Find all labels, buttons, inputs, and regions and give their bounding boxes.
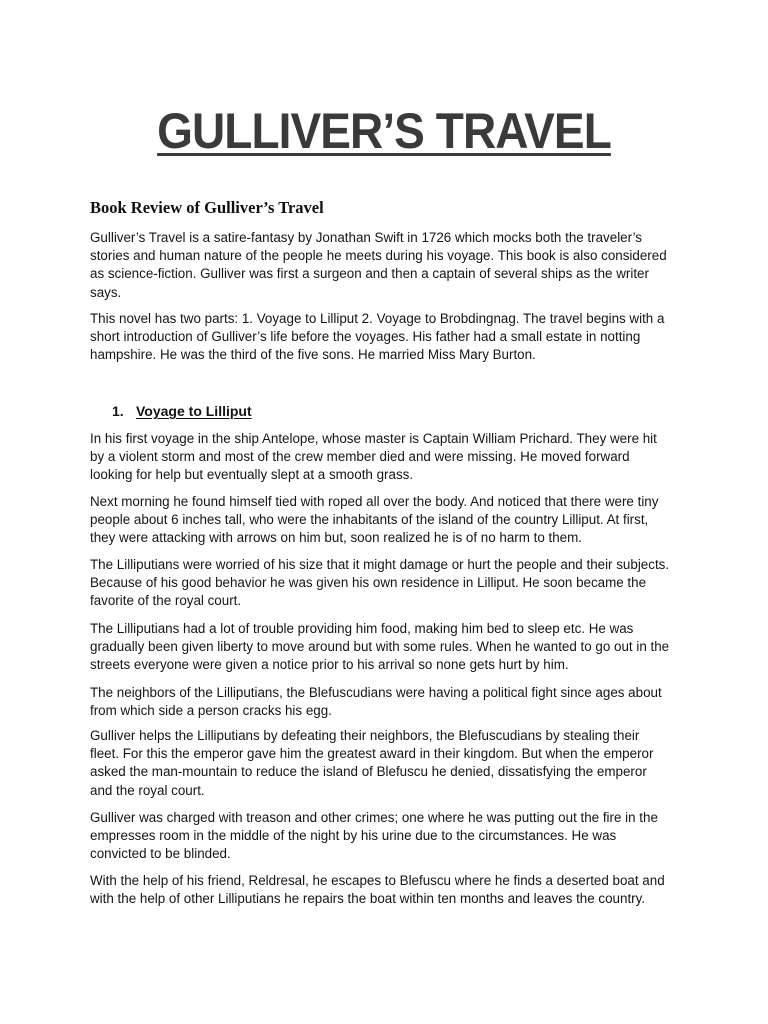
section-paragraph-5: The neighbors of the Lilliputians, the Blefuscudians were having a political fight since ages about from which side a person cracks his egg.	[90, 685, 662, 719]
section-paragraph-2: Next morning he found himself tied with roped all over the body. And noticed that there were tiny people about 6 inches tall, who were the inhabitants of the island of the country Lilliput. At first, they were attacking with arrows on him but, soon realized he is of no harm to them.	[90, 494, 659, 546]
section-paragraph-1: In his first voyage in the ship Antelope, whose master is Captain William Prichard. They were hit by a violent storm and most of the crew member died and were missing. He moved forward looking for help but eventually slept at a smooth grass.	[90, 431, 657, 483]
document-title: GULLIVER’S TRAVEL	[157, 103, 611, 159]
review-heading: Book Review of Gulliver’s Travel	[90, 198, 324, 217]
intro-paragraph-2: This novel has two parts: 1. Voyage to Lilliput 2. Voyage to Brobdingnag. The travel begins with a short introduction of Gulliver’s life before the voyages. His father had a small estate in notting hampshire. He was the third of the five sons. He married Miss Mary Burton.	[90, 311, 665, 363]
section-number: 1.	[112, 403, 124, 419]
section-paragraph-8: With the help of his friend, Reldresal, he escapes to Blefuscu where he finds a deserted boat and with the help of other Lilliputians he repairs the boat within ten months and leaves the country.	[90, 873, 665, 907]
section-paragraph-6: Gulliver helps the Lilliputians by defeating their neighbors, the Blefuscudians by stealing their fleet. For this the emperor gave him the greatest award in their kingdom. But when the emperor asked the man-mountain to reduce the island of Blefuscu he denied, dissatisfying the emperor and the royal court.	[90, 728, 654, 798]
section-paragraph-7: Gulliver was charged with treason and other crimes; one where he was putting out the fire in the empresses room in the middle of the night by his urine due to the circumstances. He was convicted to be blinded.	[90, 810, 658, 862]
section-paragraph-3: The Lilliputians were worried of his size that it might damage or hurt the people and their subjects. Because of his good behavior he was given his own residence in Lilliput. He soon became the favorite of the royal court.	[90, 557, 670, 609]
section-paragraph-4: The Lilliputians had a lot of trouble providing him food, making him bed to sleep etc. He was gradually been given liberty to move around but with some rules. When he wanted to go out in the streets everyone were given a notice prior to his arrival so none gets hurt by him.	[90, 621, 670, 673]
section-heading	[112, 402, 252, 420]
intro-paragraph-1: Gulliver’s Travel is a satire-fantasy by Jonathan Swift in 1726 which mocks both the traveler’s stories and human nature of the people he meets during his voyage. This book is also considered as science-fiction. Gulliver was first a surgeon and then a captain of several ships as the writer says.	[90, 230, 667, 300]
section-title: Voyage to Lilliput	[136, 403, 252, 419]
